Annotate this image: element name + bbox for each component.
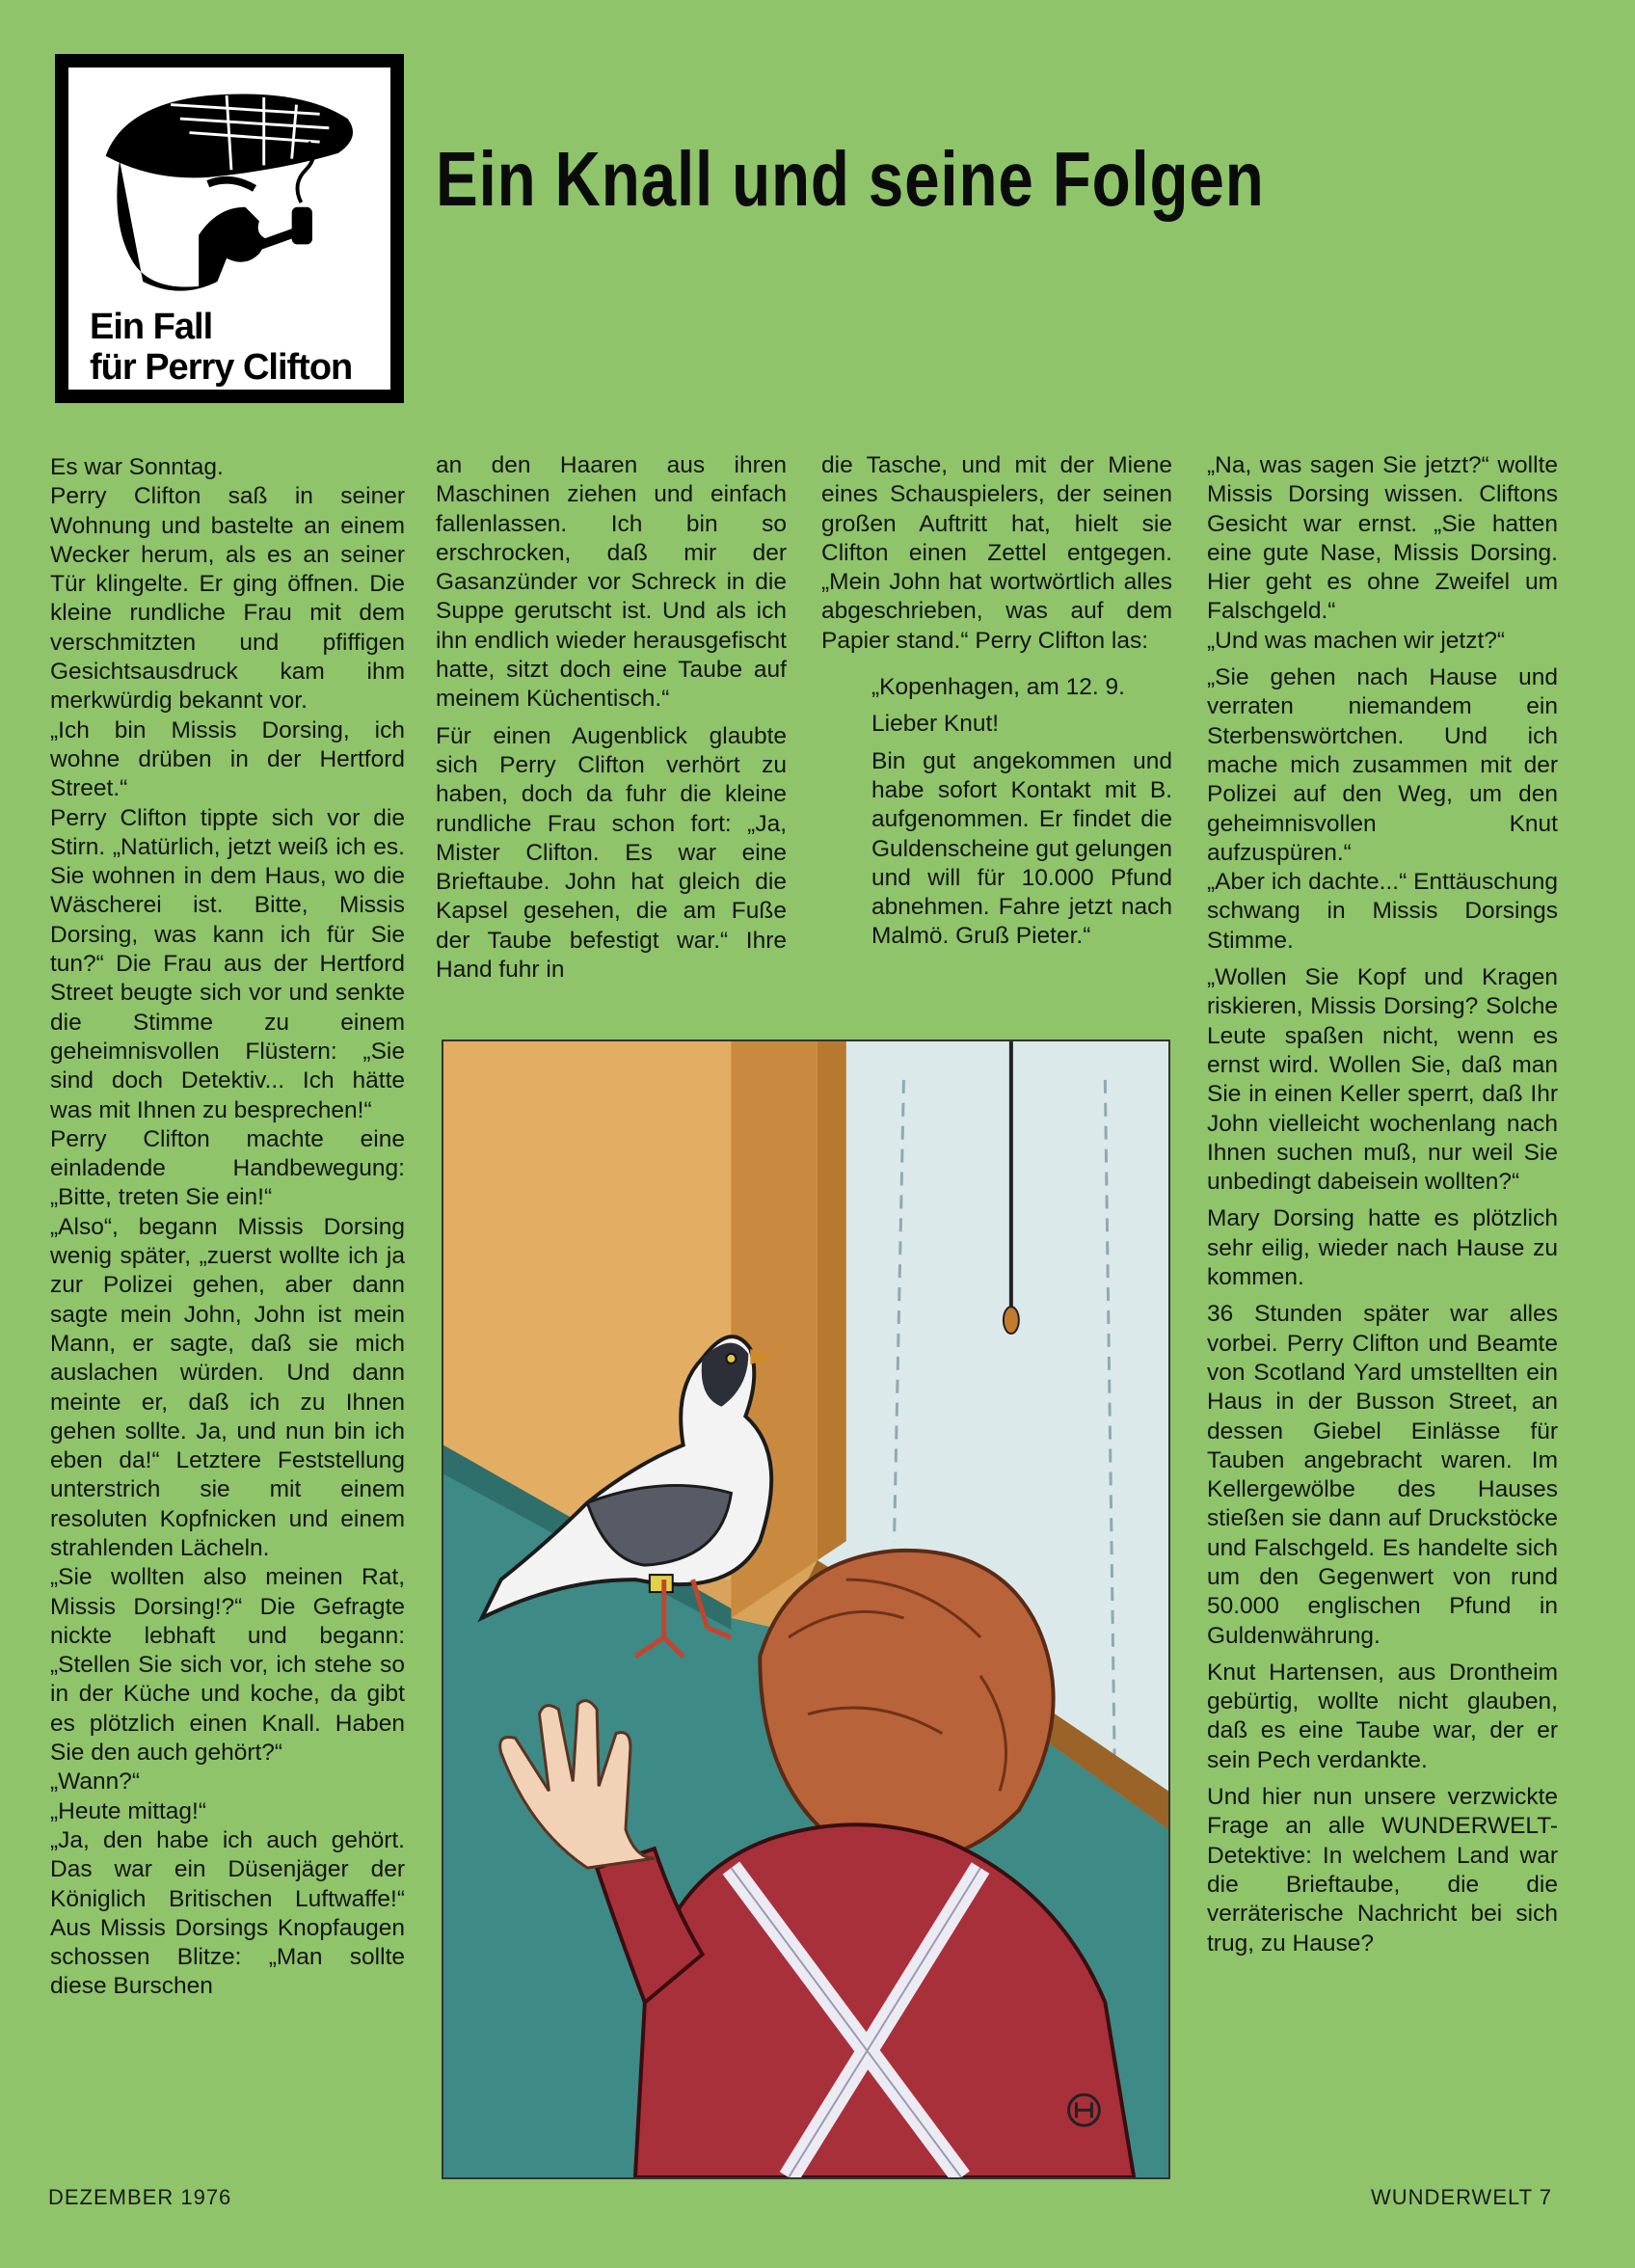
paragraph: an den Haaren aus ihren Maschinen ziehen und einfach fallenlassen. Ich bin so erschrocken, daß mir der Gasanzünder vor Schreck in die Suppe gerutscht ist. Und als ich ihn endlich wieder herausgefischt hatte, sitzt doch eine Taube auf meinem Küchentisch.“: [436, 452, 787, 713]
paragraph: Mary Dorsing hatte es plötzlich sehr eilig, wieder nach Hause zu kommen.: [1207, 1205, 1558, 1291]
paragraph: Perry Clifton machte eine einladende Handbewegung: „Bitte, treten Sie ein!“: [50, 1125, 405, 1211]
paragraph: 36 Stunden später war alles vorbei. Perry Clifton und Beamte von Scotland Yard umstellten ein Haus in der Busson Street, an dessen Giebel Einlässe für Tauben angebracht waren. Im Kellergewölbe des Hauses stießen sie dann auf Druckstöcke und Falschgeld. Es handelte sich um den Gegenwert von rund 50.000 englischen Pfund in Guldenwährung.: [1207, 1301, 1558, 1649]
logo-line-1: Ein Fall: [90, 307, 213, 347]
paragraph: die Tasche, und mit der Miene eines Schauspielers, der seinen großen Auftritt hat, hielt sie Clifton einen Zettel entgegen. „Mein John hat wortwörtlich alles abgeschrieben, was auf dem Papier stand.“ Perry Clifton las:: [821, 452, 1172, 654]
paragraph: „Sie gehen nach Hause und verraten niemandem ein Sterbenswörtchen. Und ich mache mich zusammen mit der Polizei auf den Weg, um den geheimnisvollen Knut aufzuspüren.“: [1207, 664, 1558, 866]
footer-magazine-page: WUNDERWELT 7: [1370, 2185, 1552, 2209]
paragraph: Perry Clifton tippte sich vor die Stirn. „Natürlich, jetzt weiß ich es. Sie wohnen in dem Haus, wo die Wäscherei ist. Bitte, Missis Dorsing, was kann ich für Sie tun?“ Die Frau aus der Hertford Street beugte sich vor und senkte die Stimme zu einem geheimnisvollen Flüstern: „Sie sind doch Detektiv... Ich hätte was mit Ihnen zu besprechen!“: [50, 804, 405, 1123]
paragraph: Es war Sonntag.: [50, 454, 224, 480]
paragraph: „Wann?“: [50, 1768, 141, 1796]
article-headline: Ein Knall und seine Folgen: [436, 136, 1265, 222]
paragraph: „Heute mittag!“: [50, 1797, 207, 1824]
paragraph: Für einen Augenblick glaubte sich Perry Clifton verhört zu haben, doch da fuhr die kleine rundliche Frau schon fort: „Ja, Mister Clifton. Es war eine Brieftaube. John hat gleich die Kapsel gesehen, die am Fuße der Taube befestigt war.“ Ihre Hand fuhr in: [436, 722, 787, 984]
series-logo: [55, 54, 404, 403]
article-column-4: [1207, 451, 1558, 1966]
letter-line: Bin gut angekommen und habe sofort Kontakt mit B. aufgenommen. Er findet die Guldenscheine gut gelungen und will für 10.000 Pfund abnehmen. Fahre jetzt nach Malmö. Gruß Pieter.“: [871, 747, 1172, 950]
paragraph: „Wollen Sie Kopf und Kragen riskieren, Missis Dorsing? Solche Leute spaßen nicht, wenn es ernst wird. Wollen Sie, daß man Sie in einen Keller sperrt, daß Ihr John vielleicht wochenlang nach Ihnen suchen muß, nur weil Sie unbedingt dabeisein wollten?“: [1207, 964, 1558, 1196]
paragraph: Knut Hartensen, aus Drontheim gebürtig, wollte nicht glauben, daß es eine Taube war, der er sein Pech verdankte.: [1207, 1659, 1558, 1773]
paragraph: „Aber ich dachte...“ Enttäuschung schwang in Missis Dorsings Stimme.: [1207, 869, 1558, 954]
paragraph: Perry Clifton saß in seiner Wohnung und bastelte an einem Wecker herum, als es an seiner Tür klingelte. Er ging öffnen. Die kleine rundliche Frau mit dem verschmitzten und pfiffigen Gesichtsausdruck kam ihm merkwürdig bekannt vor.: [50, 483, 405, 715]
paragraph: „Ich bin Missis Dorsing, ich wohne drüben in der Hertford Street.“: [50, 716, 405, 802]
story-illustration: [442, 1040, 1170, 2179]
letter-line: Lieber Knut!: [871, 711, 1000, 738]
paragraph: „Also“, begann Missis Dorsing wenig später, „zuerst wollte ich ja zur Polizei gehen, aber dann sagte mein John, John ist mein Mann, er sagte, daß sie mich auslachen würden. Und dann meinte er, daß ich zu Ihnen gehen sollte. Ja, und nun bin ich eben da!“ Letztere Feststellung unterstrich sie mit einem resoluten Kopfnicken und einem strahlenden Lächeln.: [50, 1213, 405, 1561]
footer-date: DEZEMBER 1976: [48, 2185, 232, 2209]
series-logo-inner: [68, 68, 390, 390]
paragraph: „Und was machen wir jetzt?“: [1207, 627, 1506, 654]
article-column-3: [821, 451, 1172, 959]
paragraph: „Sie wollten also meinen Rat, Missis Dorsing!?“ Die Gefragte nickte lebhaft und begann: „Stellen Sie sich vor, ich stehe so in der Küche und koche, da gibt es plötzlich einen Knall. Haben Sie den auch gehört?“: [50, 1564, 405, 1767]
article-column-2: [436, 451, 787, 992]
paragraph: „Na, was sagen Sie jetzt?“ wollte Missis Dorsing wissen. Cliftons Gesicht war ernst. „Sie hatten eine gute Nase, Missis Dorsing. Hier geht es ohne Zweifel um Falschgeld.“: [1207, 452, 1558, 625]
paragraph: Und hier nun unsere verzwickte Frage an alle WUNDERWELT-Detektive: In welchem Land war die Brieftaube, die die verräterische Nachricht bei sich trug, zu Hause?: [1207, 1784, 1558, 1957]
letter-line: „Kopenhagen, am 12. 9.: [871, 674, 1125, 701]
paragraph: „Ja, den habe ich auch gehört. Das war ein Düsenjäger der Königlich Britischen Luftwaffe!“ Aus Missis Dorsings Knopfaugen schossen Blitze: „Man sollte diese Burschen: [50, 1826, 405, 2000]
pigeon-at-window-illustration: [443, 1041, 1168, 2177]
logo-line-2: für Perry Clifton: [90, 347, 353, 388]
article-column-1: [50, 453, 405, 2002]
